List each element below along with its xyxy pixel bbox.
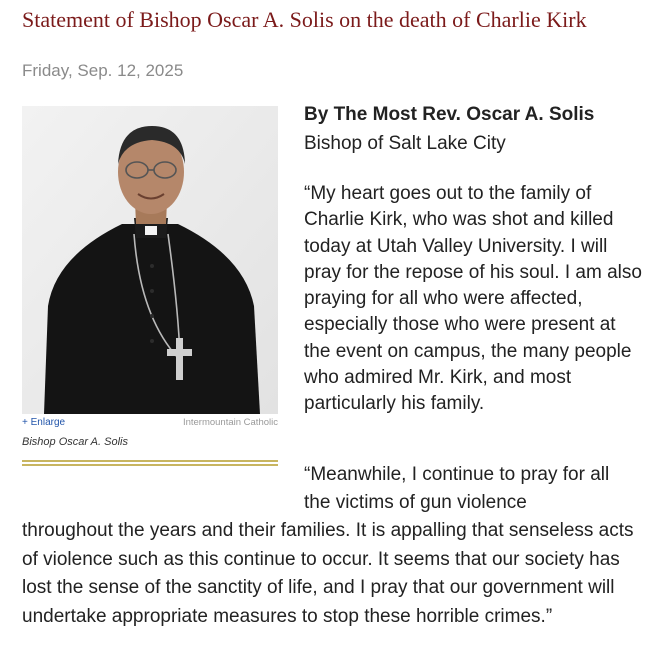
author-byline: By The Most Rev. Oscar A. Solis	[304, 104, 595, 125]
bishop-photo[interactable]	[22, 106, 278, 414]
bishop-portrait-icon	[22, 106, 278, 414]
article-figure	[22, 106, 278, 432]
statement-paragraph-2: throughout the years and their families. It is appalling that senseless acts of violence such as this continue to occur. It seems that our society has lost the sense of the sanctity of life, and I pray that our government will undertake appropriate measures to stop these horrible crimes.”	[22, 520, 634, 627]
figure-meta	[22, 416, 278, 432]
statement-paragraph-2-intro	[304, 461, 644, 517]
paragraph-2-line-2: the victims of gun violence	[304, 492, 527, 513]
article-date: Friday, Sep. 12, 2025	[22, 61, 184, 80]
statement-paragraph-1: “My heart goes out to the family of Charlie Kirk, who was shot and killed today at Utah Valley University. I will pray for the repose of his soul. I am also praying for all who were affected, especially those who were present at the event on campus, the many people who admired Mr. Kirk, and most particularly his family.	[304, 183, 642, 415]
article-title: Statement of Bishop Oscar A. Solis on the death of Charlie Kirk	[22, 7, 587, 32]
gold-divider	[22, 460, 278, 466]
author-role: Bishop of Salt Lake City	[304, 133, 506, 154]
photo-caption: Bishop Oscar A. Solis	[22, 436, 128, 448]
enlarge-link[interactable]: + Enlarge	[22, 417, 66, 428]
paragraph-2-line-1: “Meanwhile, I continue to pray for all	[304, 464, 610, 485]
photo-credit: Intermountain Catholic	[182, 417, 278, 428]
